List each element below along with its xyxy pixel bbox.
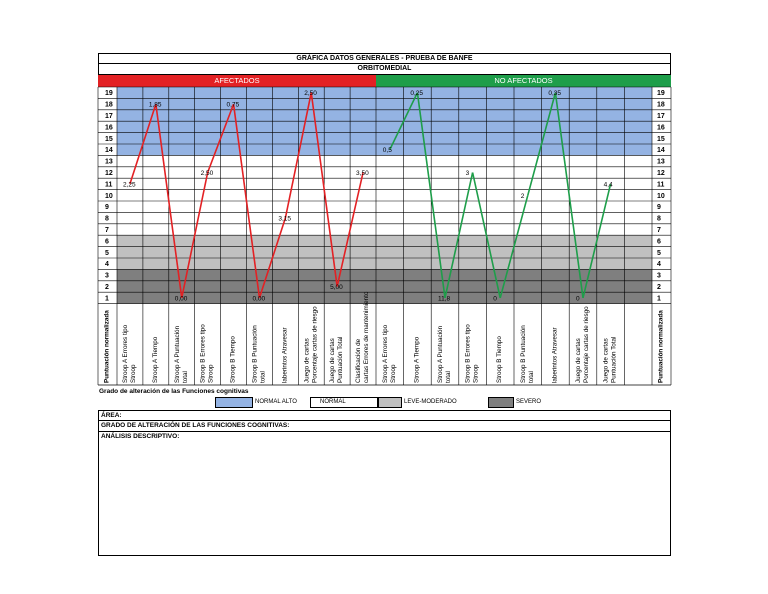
y-tick-label-left: 4 (105, 261, 109, 269)
y-tick-label-left: 12 (105, 170, 113, 177)
x-tick-label-affected: Stroop A Puntuación (173, 325, 181, 383)
data-label-affected: 0,75 (226, 101, 240, 109)
legend-swatch-normal-alto (215, 397, 253, 408)
x-tick-label-not-affected: Stroop B Puntuación (519, 325, 527, 383)
y-tick-label-right: 18 (657, 101, 665, 109)
y-tick-label-left: 10 (105, 192, 113, 200)
data-label-not-affected: 4,4 (603, 181, 613, 189)
x-tick-label-not-affected: Stroop (389, 364, 397, 383)
x-tick-label-not-affected: total (445, 371, 452, 383)
y-tick-label-right: 5 (657, 249, 661, 257)
legend-label-normal: NORMAL (320, 399, 346, 405)
x-tick-label-not-affected: Stroop A Errores tipo (381, 324, 389, 383)
y-tick-label-left: 17 (105, 113, 113, 120)
x-tick-label-not-affected: Stroop (472, 364, 480, 383)
data-label-not-affected: 0 (493, 295, 497, 303)
x-tick-label-affected: Stroop A Tiempo (151, 336, 159, 383)
y-tick-label-left: 11 (105, 181, 113, 189)
y-tick-label-right: 12 (657, 170, 665, 177)
y-tick-label-left: 5 (105, 249, 109, 257)
x-tick-label-affected: laberintos Atravesar (281, 327, 289, 383)
x-tick-label-not-affected: Stroop B Tiempo (496, 336, 504, 383)
data-label-not-affected: 0,25 (410, 90, 424, 98)
form-area: ÁREA: (98, 410, 671, 421)
x-tick-label-not-affected: Juego de cartas (575, 338, 582, 383)
y-tick-label-left: 9 (105, 204, 109, 212)
legend-label-severo: SEVERO (516, 399, 542, 405)
x-tick-label-not-affected: Juego de cartas (602, 338, 610, 383)
y-tick-label-left: 3 (105, 272, 109, 280)
x-tick-label-affected: Stroop A Errores tipo (121, 324, 129, 383)
x-tick-label-affected: Porcentaje cartas de riesgo (311, 306, 319, 383)
x-tick-label-not-affected: Puntuación Total (610, 336, 618, 383)
data-label-affected: 0,00 (174, 295, 188, 303)
legend-swatch-severo (488, 397, 514, 408)
legend-title: Grado de alteración de las Funciones cognitivas (99, 388, 249, 395)
y-tick-label-left: 6 (105, 238, 109, 246)
data-label-affected: 2,25 (122, 181, 136, 189)
x-tick-label-not-affected: Stroop A Puntuación (437, 325, 444, 383)
y-tick-label-left: 16 (105, 124, 113, 132)
y-tick-label-right: 8 (657, 215, 661, 223)
data-label-not-affected: 11,8 (438, 295, 451, 303)
y-tick-label-right: 7 (657, 227, 661, 234)
x-tick-label-affected: Stroop B Errores tipo (199, 324, 207, 383)
y-tick-label-right: 1 (657, 295, 661, 303)
band-leve-moderado (117, 235, 652, 269)
y-axis-label-right: Puntuación normalizada (657, 310, 665, 383)
y-tick-label-left: 7 (105, 227, 109, 234)
y-tick-label-left: 13 (105, 158, 113, 166)
data-label-not-affected: 0 (576, 295, 580, 303)
x-tick-label-affected: Stroop B Puntuación (251, 325, 259, 383)
x-tick-label-affected: Stroop (207, 364, 215, 383)
data-label-not-affected: 3 (465, 170, 470, 177)
y-tick-label-left: 19 (105, 90, 113, 98)
x-tick-label-affected: Stroop B Tiempo (229, 336, 237, 383)
y-tick-label-right: 11 (657, 181, 665, 189)
x-tick-label-not-affected: Stroop B Errores tipo (464, 324, 472, 383)
form-analisis: ANÁLISIS DESCRIPTIVO: (98, 432, 671, 556)
y-tick-label-right: 3 (657, 272, 661, 280)
data-label-not-affected: 0,5 (382, 147, 392, 155)
data-label-affected: 2,50 (200, 170, 214, 177)
y-tick-label-right: 4 (657, 261, 661, 269)
y-tick-label-right: 9 (657, 204, 661, 212)
y-tick-label-right: 15 (657, 135, 665, 143)
x-tick-label-not-affected: total (527, 371, 535, 383)
x-tick-label-affected: Juego de cartas (329, 338, 337, 383)
y-tick-label-right: 6 (657, 238, 661, 246)
y-tick-label-right: 16 (657, 124, 665, 132)
x-tick-label-not-affected: Porcentaje cartas de riesgo (583, 306, 590, 383)
legend-swatch-leve-moderado (378, 397, 402, 408)
data-label-affected: 1,85 (148, 101, 162, 109)
form-grado: GRADO DE ALTERACIÓN DE LAS FUNCIONES COGNITIVAS: (98, 421, 671, 432)
x-tick-label-affected: total (259, 371, 267, 383)
group-header-affected: AFECTADOS (98, 75, 376, 87)
x-tick-label-affected: Stroop (129, 364, 137, 383)
x-tick-label-not-affected: laberintos Atravesar (551, 327, 559, 383)
chart-title: GRÁFICA DATOS GENERALES - PRUEBA DE BANFE (98, 53, 671, 64)
y-tick-label-right: 19 (657, 90, 665, 98)
data-label-affected: 3,50 (356, 170, 369, 177)
y-tick-label-right: 17 (657, 113, 665, 120)
legend-label-normal-alto: NORMAL ALTO (255, 399, 297, 405)
y-tick-label-left: 18 (105, 101, 113, 109)
y-axis-label-left: Puntuación normalizada (103, 310, 111, 383)
x-tick-label-affected: Clasificación de (355, 338, 363, 383)
data-label-not-affected: 0,35 (548, 90, 562, 98)
y-tick-label-right: 2 (657, 284, 661, 291)
group-header-not-affected: NO AFECTADOS (376, 75, 671, 87)
data-label-affected: 2,50 (304, 90, 317, 98)
x-tick-label-affected: Puntuación Total (337, 336, 345, 383)
y-tick-label-left: 1 (105, 295, 109, 303)
data-label-not-affected: 2 (520, 192, 525, 200)
x-tick-label-affected: cartas Errores de mantenimiento (363, 291, 371, 383)
y-tick-label-right: 13 (657, 158, 665, 166)
legend-label-leve-moderado: LEVE-MODERADO (404, 399, 457, 405)
x-tick-label-affected: Juego de cartas (303, 338, 311, 383)
data-label-affected: 3,15 (278, 215, 292, 223)
x-tick-label-not-affected: Stroop A Tiempo (413, 336, 421, 383)
y-tick-label-left: 14 (105, 147, 113, 155)
y-tick-label-right: 10 (657, 192, 665, 200)
data-label-affected: 5,00 (330, 284, 343, 291)
x-tick-label-affected: total (181, 371, 189, 383)
y-tick-label-left: 15 (105, 135, 113, 143)
y-tick-label-left: 8 (105, 215, 109, 223)
band-severo (117, 269, 652, 303)
data-label-affected: 0,00 (252, 295, 266, 303)
chart-subtitle: ORBITOMEDIAL (98, 64, 671, 75)
y-tick-label-left: 2 (105, 284, 109, 291)
y-tick-label-right: 14 (657, 147, 665, 155)
